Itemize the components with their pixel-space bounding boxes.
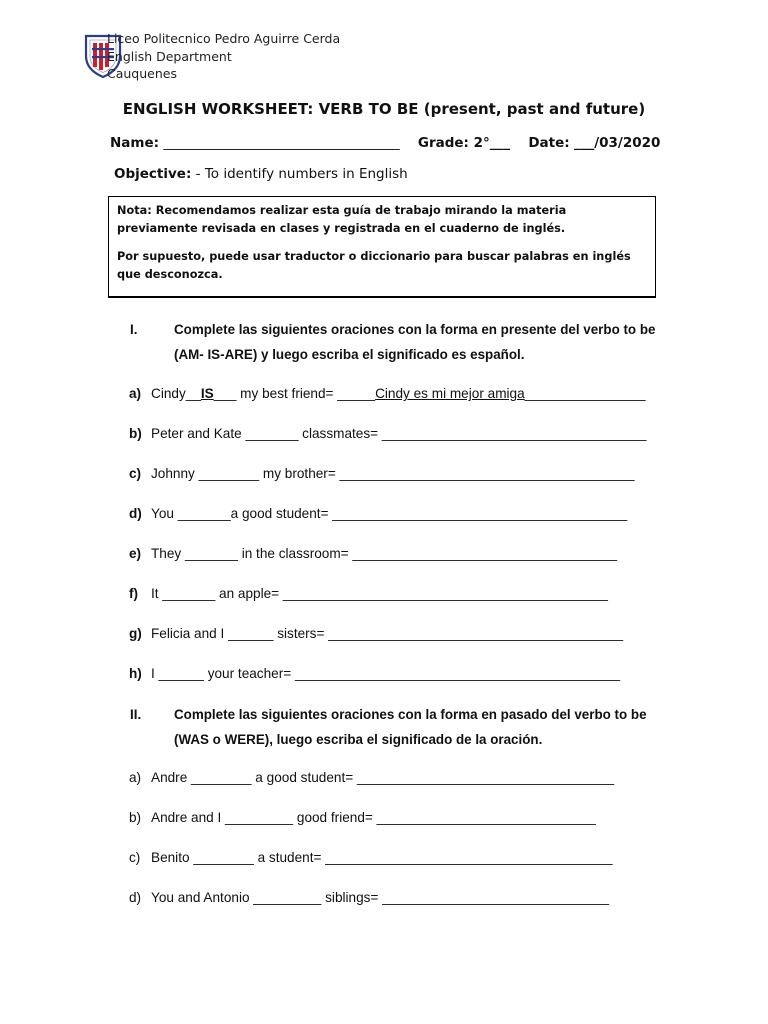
section-1-number: I. bbox=[130, 322, 138, 337]
objective-text: - To identify numbers in English bbox=[191, 166, 408, 182]
school-header bbox=[107, 30, 340, 83]
item-prompt[interactable]: They _______ in the classroom= ___________________________________ bbox=[151, 546, 617, 561]
item-letter: f) bbox=[129, 586, 139, 601]
item-prompt: Cindy__ bbox=[151, 386, 201, 401]
item-translation[interactable]: Cindy es mi mejor amiga bbox=[375, 386, 525, 401]
item-prompt[interactable]: You _______a good student= _______________________________________ bbox=[151, 506, 628, 521]
section-2-instruction: Complete las siguientes oraciones con la forma en pasado del verbo to be (WAS o WERE), luego escriba el significado de la oración. bbox=[174, 707, 647, 747]
item-blank[interactable]: ________________ bbox=[524, 386, 646, 401]
item-letter: c) bbox=[129, 850, 141, 865]
item-letter: e) bbox=[129, 546, 142, 561]
date-label: Date: bbox=[528, 135, 570, 151]
exercise-2b[interactable] bbox=[129, 810, 596, 825]
exercise-2a[interactable] bbox=[129, 770, 614, 785]
city-name: Cauquenes bbox=[107, 66, 177, 81]
item-prompt-rest: ___ my best friend= _____ bbox=[213, 386, 376, 401]
worksheet-title: ENGLISH WORKSHEET: VERB TO BE (present, past and future) bbox=[122, 100, 646, 118]
name-label: Name: bbox=[110, 135, 160, 151]
student-info-row bbox=[110, 135, 660, 151]
date-field[interactable]: ___/03/2020 bbox=[573, 135, 661, 151]
item-letter: a) bbox=[129, 770, 142, 785]
item-prompt[interactable]: Andre ________ a good student= __________________________________ bbox=[151, 770, 615, 785]
objective-line bbox=[114, 166, 408, 182]
item-answer[interactable]: IS bbox=[200, 386, 214, 401]
grade-field[interactable]: Grade: 2°___ bbox=[417, 135, 511, 151]
item-prompt[interactable]: Felicia and I ______ sisters= _______________________________________ bbox=[151, 626, 624, 641]
exercise-1c[interactable] bbox=[129, 466, 634, 481]
item-letter: d) bbox=[129, 890, 142, 905]
school-name: Liceo Politecnico Pedro Aguirre Cerda bbox=[107, 31, 341, 46]
item-prompt[interactable]: Johnny ________ my brother= _______________________________________ bbox=[151, 466, 635, 481]
note-paragraph-2: Por supuesto, puede usar traductor o diccionario para buscar palabras en inglés que desconozca. bbox=[117, 250, 631, 281]
item-letter: c) bbox=[129, 466, 142, 481]
item-prompt[interactable]: You and Antonio _________ siblings= ______________________________ bbox=[151, 890, 609, 905]
section-2-number: II. bbox=[130, 707, 142, 722]
section-1-instruction: Complete las siguientes oraciones con la forma en presente del verbo to be (AM- IS-ARE) y luego escriba el significado es español. bbox=[174, 322, 656, 362]
exercise-1d[interactable] bbox=[129, 506, 627, 521]
note-box bbox=[108, 196, 656, 298]
exercise-1b[interactable] bbox=[129, 426, 646, 441]
name-field[interactable]: ___________________________________ bbox=[163, 135, 400, 151]
exercise-1f[interactable] bbox=[129, 586, 608, 601]
item-prompt[interactable]: Peter and Kate _______ classmates= ___________________________________ bbox=[151, 426, 647, 441]
item-letter: b) bbox=[129, 810, 142, 825]
item-letter: b) bbox=[129, 426, 142, 441]
exercise-1h[interactable] bbox=[129, 666, 620, 681]
section-1-heading bbox=[130, 317, 658, 367]
item-letter: g) bbox=[129, 626, 142, 641]
exercise-1g[interactable] bbox=[129, 626, 623, 641]
item-letter: d) bbox=[129, 506, 142, 521]
exercise-2d[interactable] bbox=[129, 890, 609, 905]
item-letter: h) bbox=[129, 666, 142, 681]
item-letter: a) bbox=[129, 386, 142, 401]
item-prompt[interactable]: I ______ your teacher= ___________________________________________ bbox=[151, 666, 621, 681]
item-prompt[interactable]: It _______ an apple= ___________________________________________ bbox=[151, 586, 608, 601]
exercise-2c[interactable] bbox=[129, 850, 613, 865]
exercise-1e[interactable] bbox=[129, 546, 617, 561]
item-prompt[interactable]: Andre and I _________ good friend= _____________________________ bbox=[151, 810, 596, 825]
exercise-1a bbox=[129, 386, 646, 401]
objective-label: Objective: bbox=[114, 166, 192, 182]
note-paragraph-1: Nota: Recomendamos realizar esta guía de trabajo mirando la materia previamente revisada en clases y registrada en el cuaderno de inglés. bbox=[117, 204, 567, 235]
section-2-heading bbox=[130, 702, 658, 752]
department-name: English Department bbox=[107, 48, 232, 64]
item-prompt[interactable]: Benito ________ a student= ______________________________________ bbox=[151, 850, 613, 865]
